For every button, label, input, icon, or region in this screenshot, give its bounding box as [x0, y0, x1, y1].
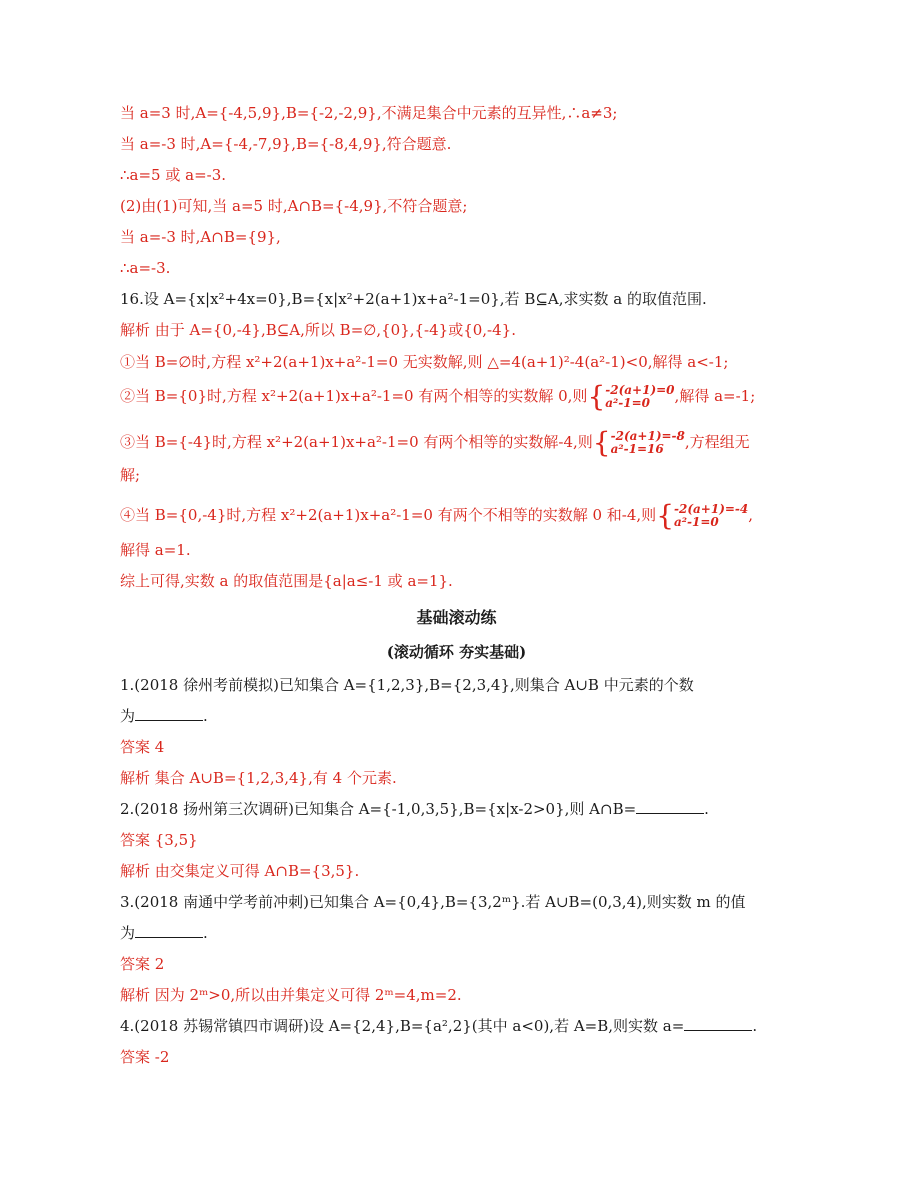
text: . — [752, 1017, 758, 1035]
text-line: 当 a=-3 时,A={-4,-7,9},B={-8,4,9},符合题意. — [120, 135, 452, 153]
answer-3: 答案 2 — [120, 955, 165, 973]
case-3-line — [120, 426, 750, 459]
section-title: 基础滚动练 — [416, 608, 497, 627]
text-line: 当 a=3 时,A={-4,5,9},B={-2,-2,9},不满足集合中元素的互异性,∴a≠3; — [120, 104, 618, 122]
case-text: ②当 B={0}时,方程 x²+2(a+1)x+a²-1=0 有两个相等的实数解 0,则 — [120, 387, 588, 405]
text-line: (2)由(1)可知,当 a=5 时,A∩B={-4,9},不符合题意; — [120, 197, 468, 215]
answer-blank[interactable] — [684, 1016, 752, 1031]
question-1: 1.(2018 徐州考前模拟)已知集合 A={1,2,3},B={2,3,4},则集合 A∪B 中元素的个数 — [120, 676, 694, 694]
text-line: 解析 由于 A={0,-4},B⊆A,所以 B=∅,{0},{-4}或{0,-4}. — [120, 321, 516, 339]
section-subtitle: (滚动循环 夯实基础) — [386, 643, 527, 661]
solution-3: 解析 因为 2ᵐ>0,所以由并集定义可得 2ᵐ=4,m=2. — [120, 986, 462, 1004]
text: . — [704, 800, 709, 818]
answer-blank[interactable] — [135, 706, 203, 721]
question-16: 16.设 A={x|x²+4x=0},B={x|x²+2(a+1)x+a²-1=0},若 B⊆A,求实数 a 的取值范围. — [120, 290, 707, 308]
case-result: , — [748, 506, 754, 524]
text-line: 解; — [120, 466, 141, 484]
equation: a²-1=0 — [605, 396, 651, 410]
text: 4.(2018 苏锡常镇四市调研)设 A={2,4},B={a²,2}(其中 a<0),若 A=B,则实数 a= — [120, 1017, 685, 1035]
text: . — [203, 924, 208, 942]
text-line: ①当 B=∅时,方程 x²+2(a+1)x+a²-1=0 无实数解,则 △=4(a+1)²-4(a²-1)<0,解得 a<-1; — [120, 353, 729, 371]
text-line: 综上可得,实数 a 的取值范围是{a|a≤-1 或 a=1}. — [120, 572, 453, 590]
answer-blank[interactable] — [135, 923, 203, 938]
question-3: 3.(2018 南通中学考前冲刺)已知集合 A={0,4},B={3,2ᵐ}.若 A∪B=(0,3,4),则实数 m 的值 — [120, 893, 746, 911]
equation: a²-1=16 — [610, 442, 664, 456]
equation-system — [674, 503, 748, 529]
text: . — [203, 707, 208, 725]
case-result: ,解得 a=-1; — [674, 387, 756, 405]
case-2-line — [120, 380, 756, 413]
answer-blank[interactable] — [636, 799, 704, 814]
brace: { — [592, 426, 611, 459]
equation: a²-1=0 — [674, 515, 719, 529]
text-line: ∴a=-3. — [120, 259, 171, 277]
answer-1: 答案 4 — [120, 738, 165, 756]
equation: -2(a+1)=-4 — [674, 502, 749, 516]
text: 2.(2018 扬州第三次调研)已知集合 A={-1,0,3,5},B={x|x-2>0},则 A∩B= — [120, 800, 637, 818]
answer-4: 答案 -2 — [120, 1048, 170, 1066]
text-line: ∴a=5 或 a=-3. — [120, 166, 227, 184]
case-result: ,方程组无 — [684, 433, 750, 451]
question-2 — [120, 799, 709, 819]
question-1-cont — [120, 706, 208, 726]
text-line: 解得 a=1. — [120, 541, 191, 559]
brace: { — [587, 380, 606, 413]
text: 为 — [120, 924, 136, 942]
equation: -2(a+1)=0 — [605, 383, 675, 397]
question-4 — [120, 1016, 757, 1036]
solution-2: 解析 由交集定义可得 A∩B={3,5}. — [120, 862, 360, 880]
text: 为 — [120, 707, 136, 725]
question-3-cont — [120, 923, 208, 943]
case-text: ③当 B={-4}时,方程 x²+2(a+1)x+a²-1=0 有两个相等的实数解-4,则 — [120, 433, 593, 451]
solution-1: 解析 集合 A∪B={1,2,3,4},有 4 个元素. — [120, 769, 397, 787]
answer-2: 答案 {3,5} — [120, 831, 198, 849]
case-4-line — [120, 499, 754, 532]
equation-system — [605, 384, 674, 410]
case-text: ④当 B={0,-4}时,方程 x²+2(a+1)x+a²-1=0 有两个不相等的实数解 0 和-4,则 — [120, 506, 657, 524]
equation-system — [611, 430, 685, 456]
text-line: 当 a=-3 时,A∩B={9}, — [120, 228, 281, 246]
equation: -2(a+1)=-8 — [610, 429, 685, 443]
brace: { — [656, 499, 675, 532]
